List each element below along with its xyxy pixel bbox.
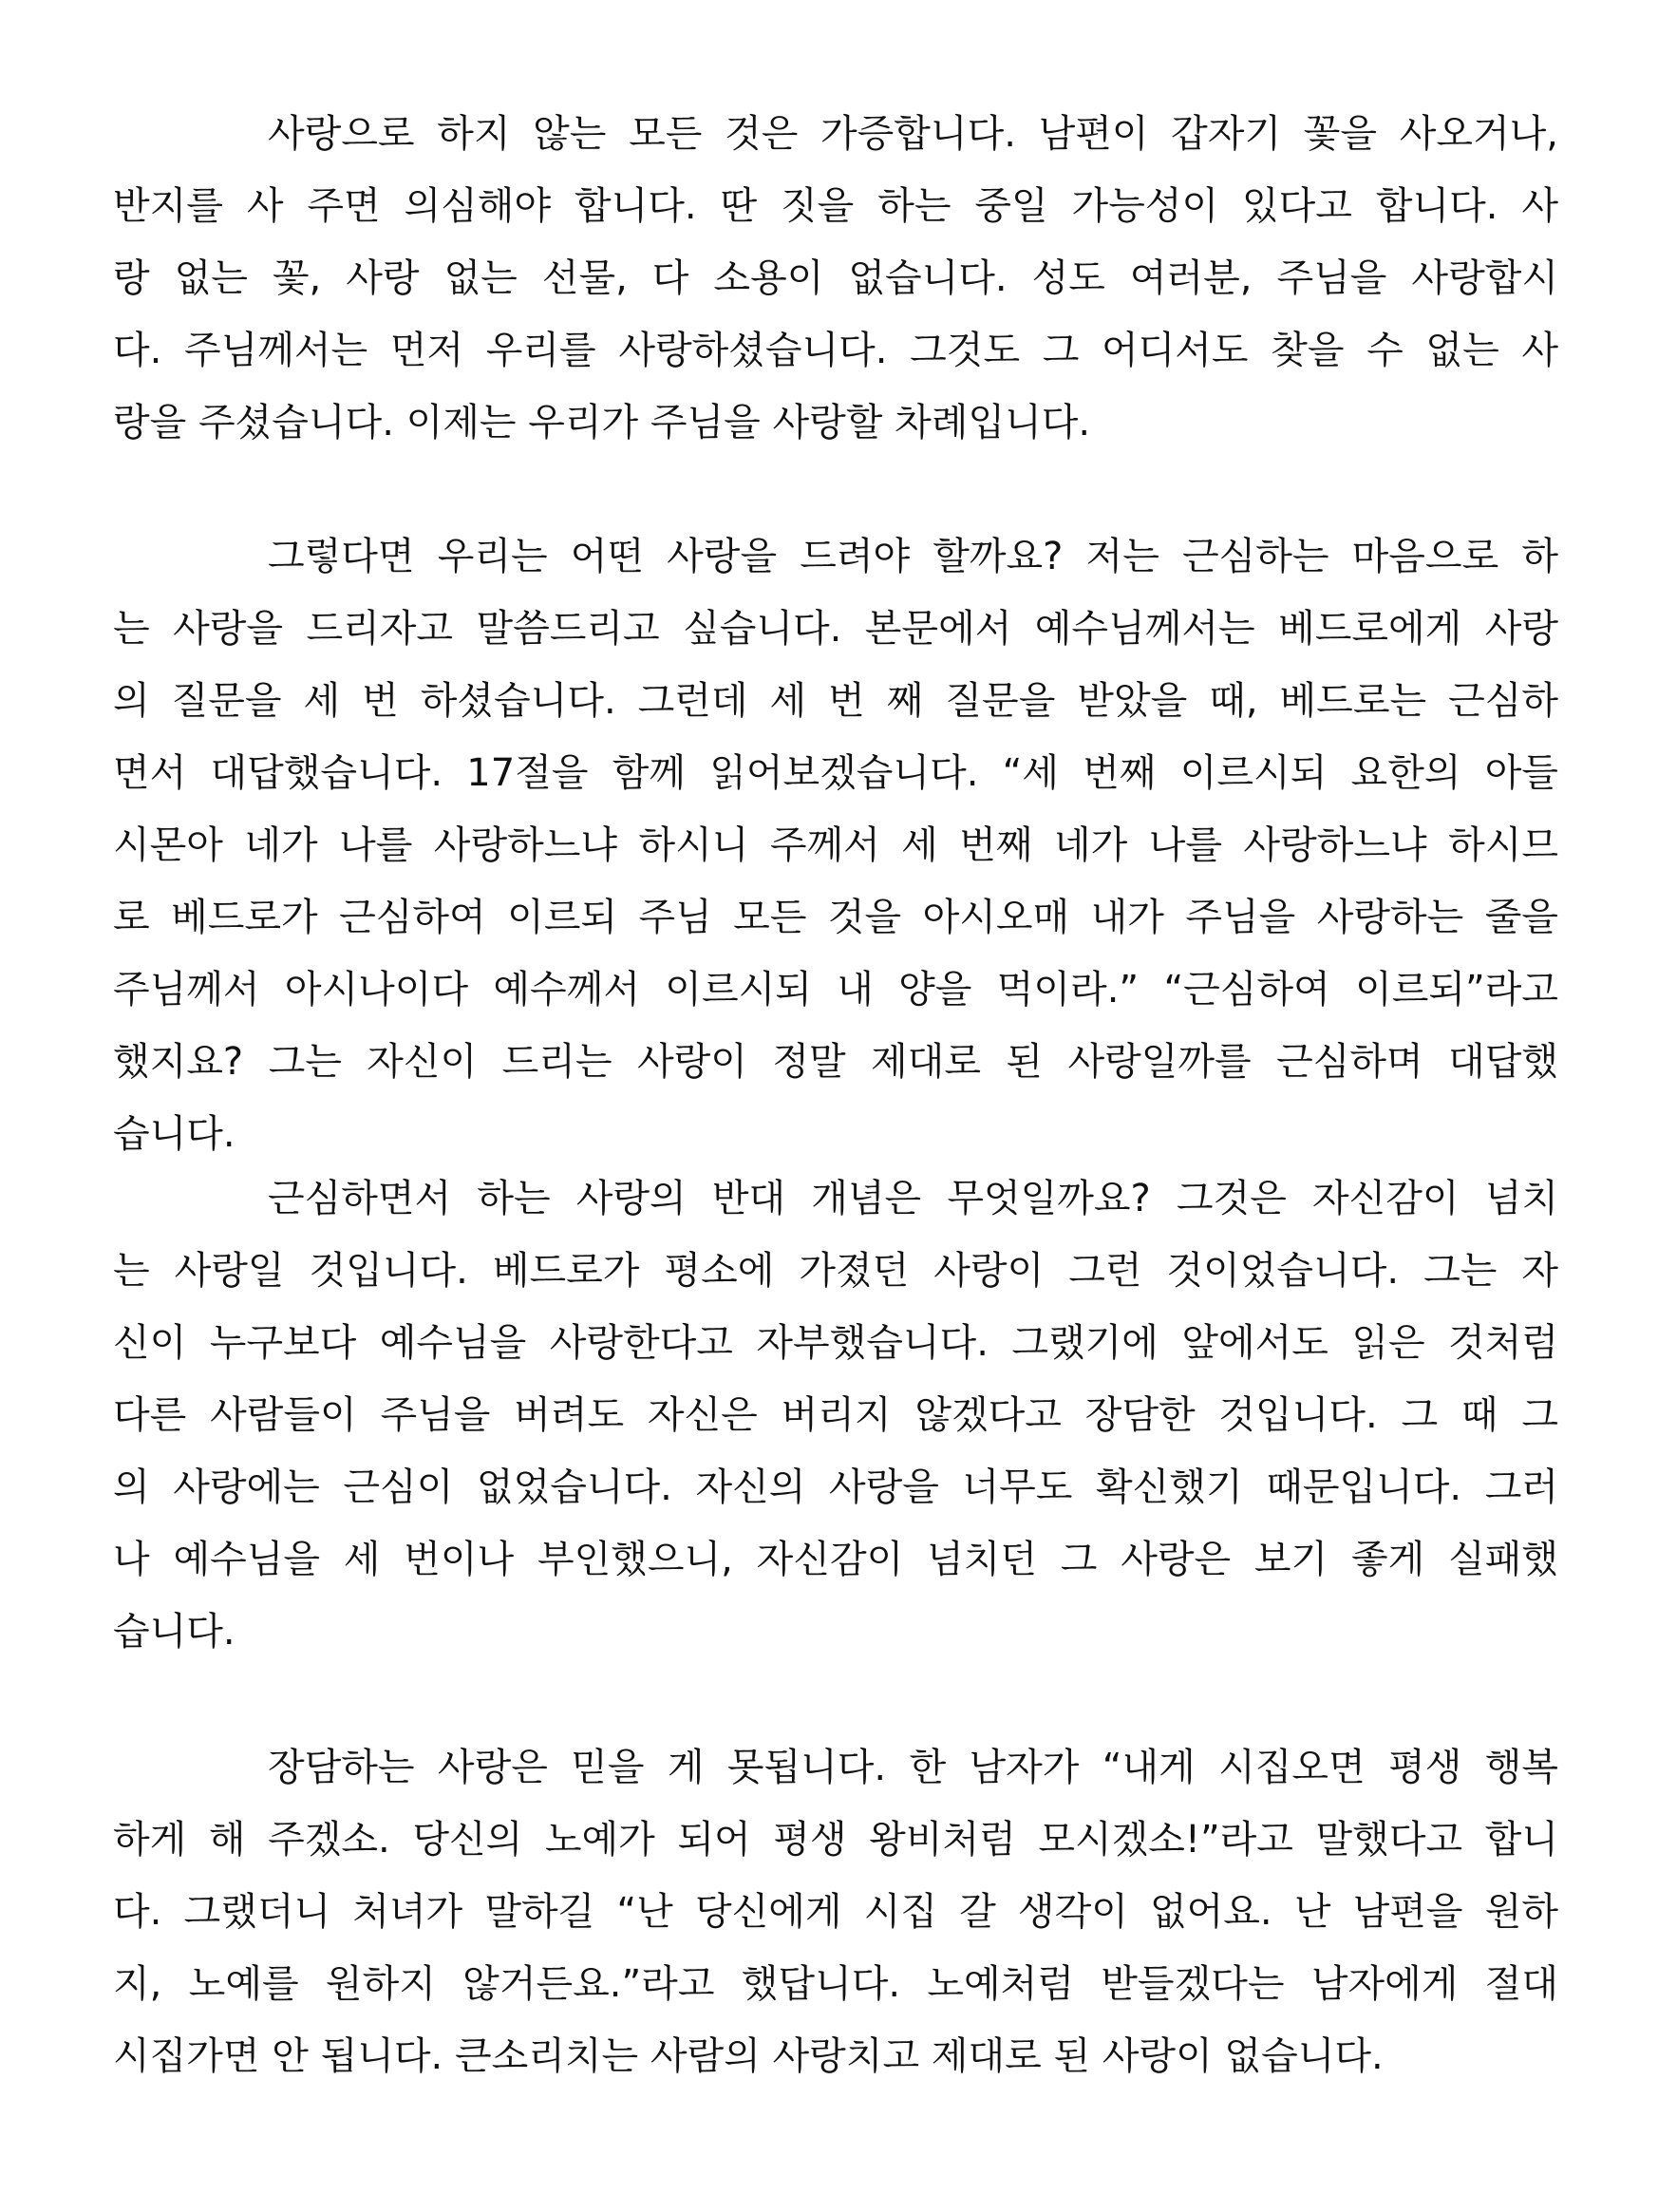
text-line: 면서 대답했습니다. 17절을 함께 읽어보겠습니다. “세 번째 이르시되 요한의 아들 — [113, 751, 1558, 795]
text-line: 의 사랑에는 근심이 없었습니다. 자신의 사랑을 너무도 확신했기 때문입니다. 그러 — [113, 1465, 1558, 1509]
text-line: 는 사랑을 드리자고 말씀드리고 싶습니다. 본문에서 예수님께서는 베드로에게 사랑 — [113, 607, 1558, 651]
text-line: 랑 없는 꽃, 사랑 없는 선물, 다 소용이 없습니다. 성도 여러분, 주님을 사랑합시 — [113, 256, 1558, 300]
text-line: 지, 노예를 원하지 않거든요.”라고 했답니다. 노예처럼 받들겠다는 남자에게 절대 — [113, 1962, 1558, 2006]
text-line: 다. 그랬더니 처녀가 말하길 “난 당신에게 시집 갈 생각이 없어요. 난 남편을 원하 — [113, 1890, 1558, 1934]
text-line: 장담하는 사랑은 믿을 게 못됩니다. 한 남자가 “내게 시집오면 평생 행복 — [268, 1746, 1558, 1789]
text-line: 주님께서 아시나이다 예수께서 이르시되 내 양을 먹이라.” “근심하여 이르되”라고 — [113, 968, 1558, 1011]
text-line: 의 질문을 세 번 하셨습니다. 그런데 세 번 째 질문을 받았을 때, 베드로는 근심하 — [113, 679, 1558, 723]
text-line: 근심하면서 하는 사랑의 반대 개념은 무엇일까요? 그것은 자신감이 넘치 — [268, 1177, 1558, 1220]
text-line: 신이 누구보다 예수님을 사랑한다고 자부했습니다. 그랬기에 앞에서도 읽은 것처럼 — [113, 1321, 1558, 1365]
text-line: 다. 주님께서는 먼저 우리를 사랑하셨습니다. 그것도 그 어디서도 찾을 수 없는 사 — [113, 329, 1558, 372]
text-line: 습니다. — [113, 1112, 236, 1156]
text-line: 했지요? 그는 자신이 드리는 사랑이 정말 제대로 된 사랑일까를 근심하며 대답했 — [113, 1040, 1558, 1084]
paragraph-4 — [113, 1731, 1558, 2092]
text-line: 나 예수님을 세 번이나 부인했으니, 자신감이 넘치던 그 사랑은 보기 좋게 실패했 — [113, 1538, 1558, 1581]
text-line: 는 사랑일 것입니다. 베드로가 평소에 가졌던 사랑이 그런 것이었습니다. 그는 자 — [113, 1249, 1558, 1293]
paragraph-2 — [113, 520, 1558, 1170]
text-line: 랑을 주셨습니다. 이제는 우리가 주님을 사랑할 차례입니다. — [113, 401, 1091, 444]
text-line: 사랑으로 하지 않는 모든 것은 가증합니다. 남편이 갑자기 꽃을 사오거나, — [268, 112, 1558, 156]
text-line: 하게 해 주겠소. 당신의 노예가 되어 평생 왕비처럼 모시겠소!”라고 말했다고 합니 — [113, 1818, 1558, 1862]
text-line: 그렇다면 우리는 어떤 사랑을 드려야 할까요? 저는 근심하는 마음으로 하 — [268, 535, 1558, 578]
text-line: 로 베드로가 근심하여 이르되 주님 모든 것을 아시오매 내가 주님을 사랑하는 줄을 — [113, 896, 1558, 939]
paragraph-1 — [113, 98, 1558, 459]
text-line: 다른 사람들이 주님을 버려도 자신은 버리지 않겠다고 장담한 것입니다. 그 때 그 — [113, 1393, 1558, 1437]
text-line: 시몬아 네가 나를 사랑하느냐 하시니 주께서 세 번째 네가 나를 사랑하느냐 하시므 — [113, 823, 1558, 867]
text-line: 반지를 사 주면 의심해야 합니다. 딴 짓을 하는 중일 가능성이 있다고 합니다. 사 — [113, 184, 1558, 228]
paragraph-3 — [113, 1163, 1558, 1668]
text-line: 시집가면 안 됩니다. 큰소리치는 사람의 사랑치고 제대로 된 사랑이 없습니다. — [113, 2034, 1384, 2078]
text-line: 습니다. — [113, 1610, 236, 1654]
